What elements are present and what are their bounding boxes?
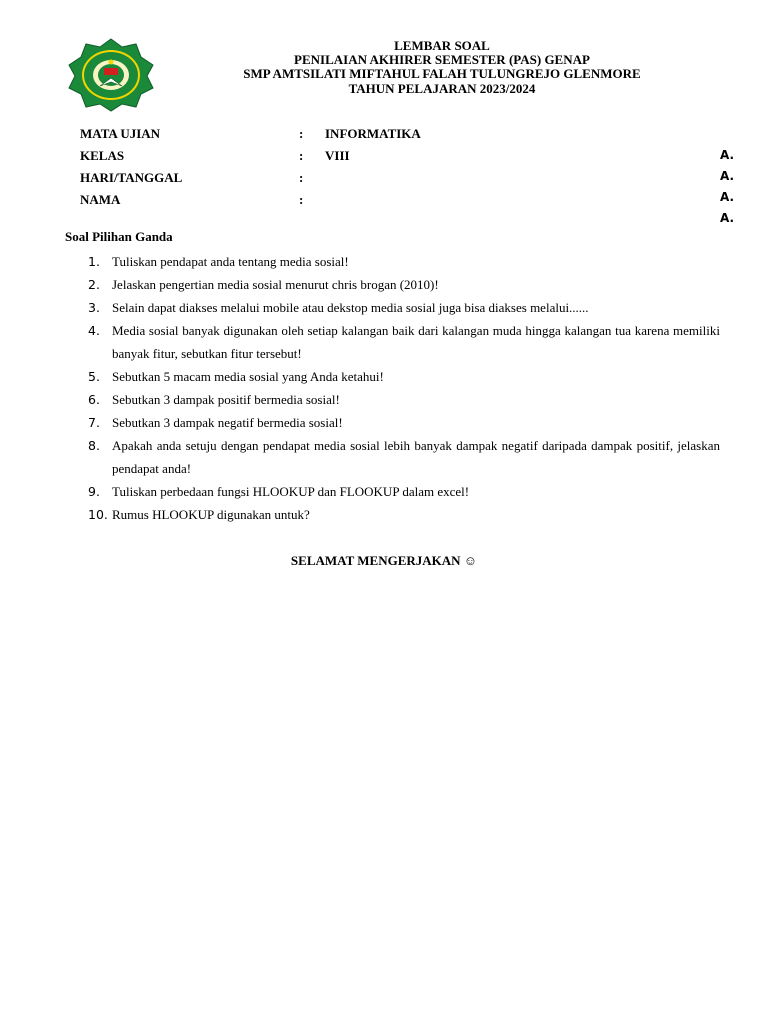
header-exam-name: PENILAIAN AKHIRER SEMESTER (PAS) GENAP	[294, 52, 590, 68]
question-number: 7.	[88, 415, 100, 430]
question-number: 4.	[88, 323, 100, 338]
question-item	[88, 480, 720, 503]
closing-message: SELAMAT MENGERJAKAN ☺	[290, 553, 478, 568]
question-item	[88, 503, 720, 526]
question-text: Tuliskan pendapat anda tentang media sosial!	[112, 254, 349, 269]
question-text: Sebutkan 5 macam media sosial yang Anda ketahui!	[112, 369, 384, 384]
question-item	[88, 319, 720, 365]
question-text: Media sosial banyak digunakan oleh setiap kalangan baik dari kalangan muda hingga kalangan tua karena memiliki banyak fitur, sebutkan fitur tersebut!	[112, 323, 720, 361]
info-label: HARI/TANGGAL	[80, 170, 183, 185]
question-number: 10.	[88, 507, 108, 522]
question-item	[88, 388, 720, 411]
info-label: MATA UJIAN	[80, 126, 161, 141]
info-colon: :	[299, 192, 304, 207]
side-mark: A.	[720, 148, 735, 162]
question-text: Tuliskan perbedaan fungsi HLOOKUP dan FLOOKUP dalam excel!	[112, 484, 470, 499]
info-colon: :	[299, 148, 304, 163]
header-academic-year: TAHUN PELAJARAN 2023/2024	[348, 80, 536, 96]
question-number: 1.	[88, 254, 100, 269]
question-text: Rumus HLOOKUP digunakan untuk?	[112, 507, 310, 522]
question-item	[88, 365, 720, 388]
section-title: Soal Pilihan Ganda	[65, 229, 173, 244]
info-value: INFORMATIKA	[325, 126, 421, 141]
question-number: 5.	[88, 369, 100, 384]
question-number: 6.	[88, 392, 100, 407]
question-text: Apakah anda setuju dengan pendapat media sosial lebih banyak dampak negatif daripada dampak positif, jelaskan pendapat anda!	[112, 438, 720, 476]
question-item	[88, 273, 720, 296]
info-label: NAMA	[80, 192, 121, 207]
question-number: 9.	[88, 484, 100, 499]
header-title: LEMBAR SOAL	[394, 38, 490, 53]
question-item	[88, 296, 720, 319]
question-list	[88, 250, 720, 526]
question-item	[88, 434, 720, 480]
question-number: 2.	[88, 277, 100, 292]
question-text: Sebutkan 3 dampak positif bermedia sosial!	[112, 392, 340, 407]
info-label: KELAS	[80, 148, 125, 163]
question-text: Sebutkan 3 dampak negatif bermedia sosial!	[112, 415, 343, 430]
question-number: 8.	[88, 438, 100, 453]
info-colon: :	[299, 170, 304, 185]
question-number: 3.	[88, 300, 100, 315]
side-mark: A.	[720, 169, 735, 183]
header-school-name: SMP AMTSILATI MIFTAHUL FALAH TULUNGREJO GLENMORE	[243, 66, 641, 82]
info-value: VIII	[325, 148, 350, 163]
question-text: Selain dapat diakses melalui mobile atau dekstop media sosial juga bisa diakses melalui......	[112, 300, 589, 315]
question-text: Jelaskan pengertian media sosial menurut chris brogan (2010)!	[112, 277, 439, 292]
question-item	[88, 411, 720, 434]
side-marks	[720, 145, 734, 229]
side-mark: A.	[720, 190, 735, 204]
school-emblem-icon	[68, 38, 154, 112]
question-item	[88, 250, 720, 273]
document-header	[200, 39, 684, 96]
info-colon: :	[299, 126, 304, 141]
side-mark: A.	[720, 211, 735, 225]
